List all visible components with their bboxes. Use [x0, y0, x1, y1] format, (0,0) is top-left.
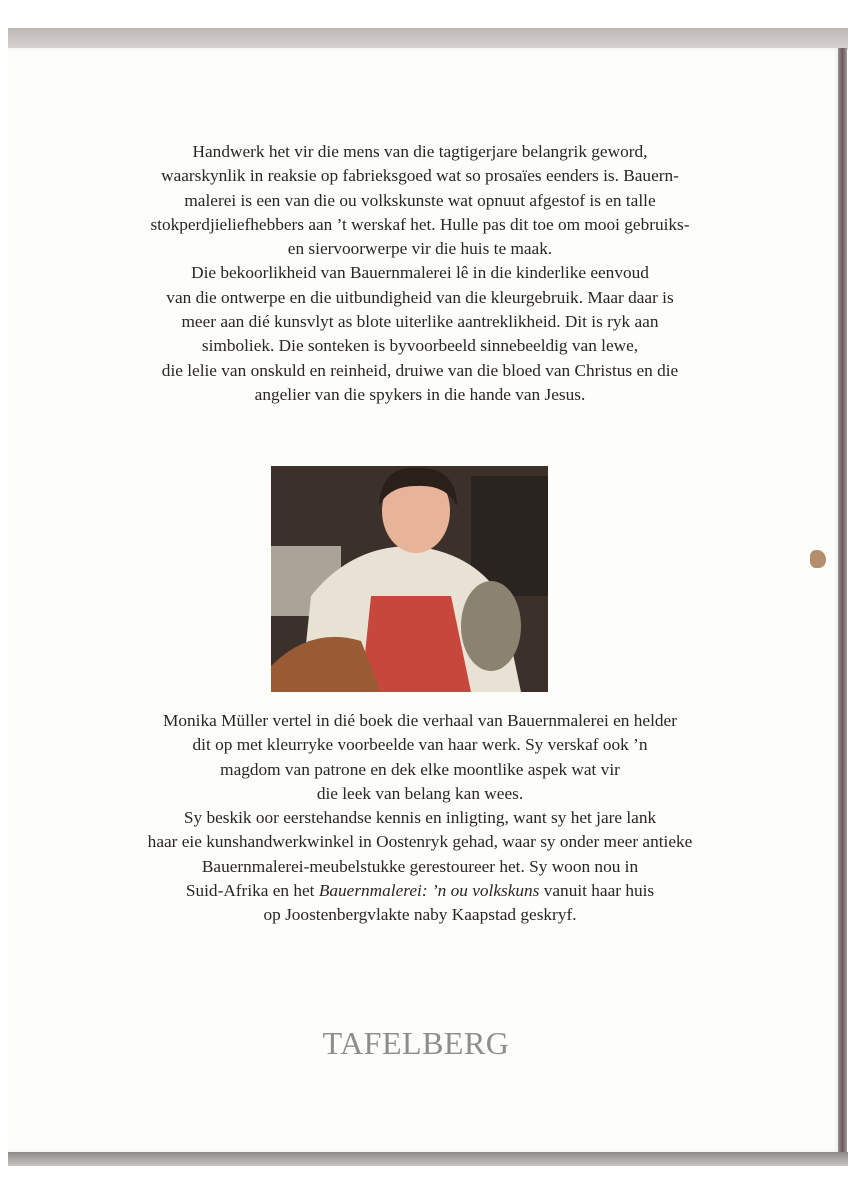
- author-photo: [271, 466, 548, 692]
- book-title: Bauernmalerei: ’n ou volkskuns: [318, 881, 540, 901]
- paper-stain: [810, 550, 826, 568]
- text-line: dit op met kleurryke voorbeelde van haar werk. Sy verskaf ook ’n: [192, 735, 648, 755]
- text-line: die leek van belang kan wees.: [316, 783, 524, 803]
- text-line: angelier van die spykers in die hande van Jesus.: [254, 384, 586, 404]
- text-line: die lelie van onskuld en reinheid, druiwe van die bloed van Christus en die: [161, 360, 679, 380]
- text-line: van die ontwerpe en die uitbundigheid van die kleurgebruik. Maar daar is: [166, 287, 674, 307]
- text-line: waarskynlik in reaksie op fabrieksgoed wat so prosaïes eenders is. Bauern-: [161, 166, 679, 186]
- text-line: haar eie kunshandwerkwinkel in Oostenryk gehad, waar sy onder meer antieke: [147, 832, 693, 852]
- publisher-logo: TAFELBERG: [322, 1025, 510, 1061]
- text-segment: vanuit haar huis: [539, 881, 655, 901]
- scan-top-edge: [8, 28, 848, 50]
- text-line: en siervoorwerpe vir die huis te maak.: [287, 239, 553, 259]
- text-line: [60, 879, 780, 903]
- scan-bottom-edge: [8, 1152, 848, 1166]
- text-line: malerei is een van die ou volkskunste wat opnuut afgestof is en talle: [184, 190, 656, 210]
- text-line: Die bekoorlikheid van Bauernmalerei lê in die kinderlike eenvoud: [191, 263, 649, 283]
- text-segment: Suid-Afrika en het: [185, 881, 319, 901]
- text-line: simboliek. Die sonteken is byvoorbeeld sinnebeeldig van lewe,: [201, 336, 639, 356]
- text-line: Bauernmalerei-meubelstukke gerestoureer het. Sy woon nou in: [201, 856, 639, 876]
- book-spine: [838, 48, 847, 1152]
- text-line: magdom van patrone en dek elke moontlike aspek wat vir: [220, 759, 620, 779]
- blurb-paragraph-2: [60, 709, 780, 928]
- text-line: meer aan dié kunsvlyt as blote uiterlike aantreklikheid. Dit is ryk aan: [181, 312, 659, 332]
- text-line: op Joostenbergvlakte naby Kaapstad geskryf.: [263, 905, 577, 925]
- text-line: Sy beskik oor eerstehandse kennis en inligting, want sy het jare lank: [183, 808, 657, 828]
- text-line: Monika Müller vertel in dié boek die verhaal van Bauernmalerei en helder: [163, 711, 677, 730]
- text-line: stokperdjieliefhebbers aan ’t werskaf het. Hulle pas dit toe om mooi gebruiks-: [150, 214, 690, 234]
- text-line: Handwerk het vir die mens van die tagtigerjare belangrik geword,: [192, 142, 648, 161]
- blurb-paragraph-1: [60, 140, 780, 407]
